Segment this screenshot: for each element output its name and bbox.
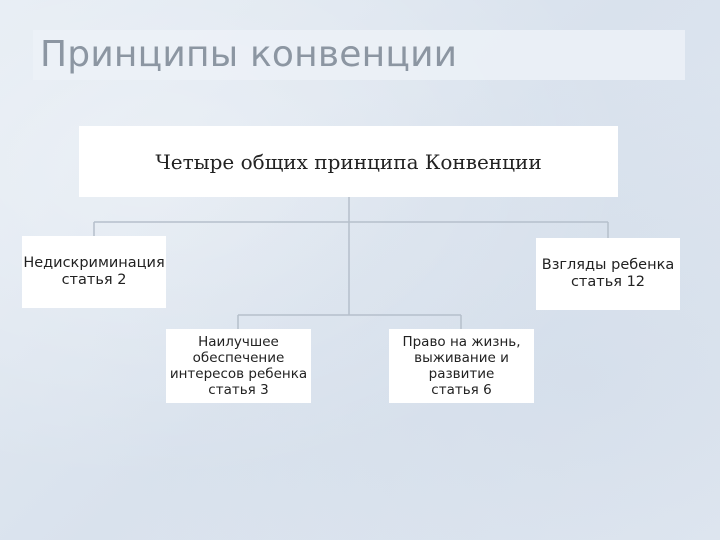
principle-article: статья 2 (61, 272, 127, 288)
principle-label: Право на жизнь, (402, 334, 521, 350)
principle-non-discrimination (22, 236, 166, 308)
principle-best-interests (166, 329, 311, 403)
slide-title: Принципы конвенции (40, 34, 458, 75)
principle-views-of-child (536, 238, 680, 310)
root-node-label: Четыре общих принципа Конвенции (155, 149, 542, 174)
principle-article: статья 3 (208, 382, 269, 398)
principle-label: выживание и (414, 350, 509, 366)
principle-article: статья 12 (570, 274, 646, 290)
principle-label: обеспечение (192, 350, 285, 366)
principle-article: статья 6 (431, 382, 492, 398)
root-node (79, 126, 618, 197)
principle-right-to-life (389, 329, 534, 403)
principle-label: Взгляды ребенка (541, 257, 675, 273)
principle-label: Наилучшее (198, 334, 279, 350)
principle-label: развитие (428, 366, 495, 382)
principle-label: интересов ребенка (169, 366, 308, 382)
principle-label: Недискриминация (23, 255, 165, 271)
